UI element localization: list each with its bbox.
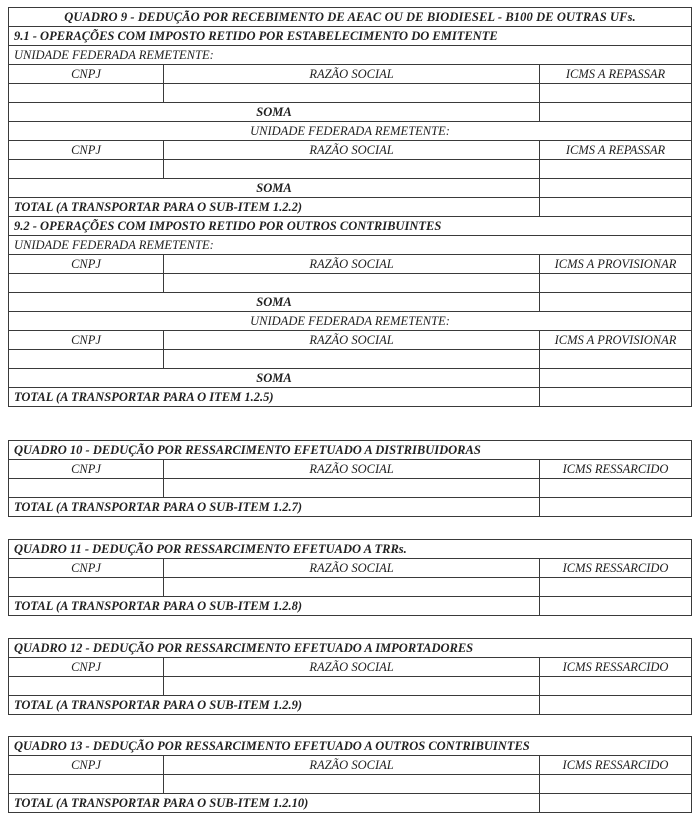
razao-social-header: RAZÃO SOCIAL [164, 331, 540, 350]
razao-social-header: RAZÃO SOCIAL [164, 65, 540, 84]
entry-row [9, 479, 692, 498]
razao-social-cell[interactable] [164, 350, 540, 369]
icms-ressarcido-header: ICMS RESSARCIDO [540, 460, 692, 479]
quadro-12-title: QUADRO 12 - DEDUÇÃO POR RESSARCIMENTO EFETUADO A IMPORTADORES [9, 639, 692, 658]
entry-row [9, 775, 692, 794]
uf-remetente-label: UNIDADE FEDERADA REMETENTE: [9, 46, 692, 65]
icms-cell[interactable] [540, 160, 692, 179]
razao-social-cell[interactable] [164, 84, 540, 103]
entry-row [9, 160, 692, 179]
quadro-13-table [8, 736, 692, 813]
quadro-11-table [8, 539, 692, 616]
total-value-cell[interactable] [540, 198, 692, 217]
total-value-cell[interactable] [540, 388, 692, 407]
icms-ressarcido-header: ICMS RESSARCIDO [540, 658, 692, 677]
quadro-9-table [8, 7, 692, 407]
total-value-cell[interactable] [540, 498, 692, 517]
cnpj-cell[interactable] [9, 479, 164, 498]
cnpj-cell[interactable] [9, 775, 164, 794]
razao-social-cell[interactable] [164, 479, 540, 498]
cnpj-header: CNPJ [9, 460, 164, 479]
icms-cell[interactable] [540, 479, 692, 498]
total-row [9, 198, 692, 217]
cnpj-header: CNPJ [9, 255, 164, 274]
soma-value-cell[interactable] [540, 179, 692, 198]
icms-repassar-header: ICMS A REPASSAR [540, 65, 692, 84]
soma-row [9, 103, 692, 122]
razao-social-header: RAZÃO SOCIAL [164, 756, 540, 775]
icms-provisionar-header: ICMS A PROVISIONAR [540, 255, 692, 274]
quadro-13-title: QUADRO 13 - DEDUÇÃO POR RESSARCIMENTO EFETUADO A OUTROS CONTRIBUINTES [9, 737, 692, 756]
icms-cell[interactable] [540, 775, 692, 794]
quadro-10-title-row [9, 441, 692, 460]
section-9-2-title-row [9, 217, 692, 236]
quadro-12-table [8, 638, 692, 715]
section-9-1-title-row [9, 27, 692, 46]
header-row [9, 141, 692, 160]
entry-row [9, 274, 692, 293]
total-label: TOTAL (A TRANSPORTAR PARA O SUB-ITEM 1.2.9) [9, 696, 540, 715]
quadro-10-table [8, 440, 692, 517]
cnpj-header: CNPJ [9, 141, 164, 160]
quadro-11-title-row [9, 540, 692, 559]
quadro-11-title: QUADRO 11 - DEDUÇÃO POR RESSARCIMENTO EFETUADO A TRRs. [9, 540, 692, 559]
cnpj-cell[interactable] [9, 677, 164, 696]
soma-label: SOMA [9, 103, 540, 122]
total-row [9, 696, 692, 715]
entry-row [9, 350, 692, 369]
total-label: TOTAL (A TRANSPORTAR PARA O SUB-ITEM 1.2.2) [9, 198, 540, 217]
icms-cell[interactable] [540, 84, 692, 103]
soma-row [9, 293, 692, 312]
quadro-12-title-row [9, 639, 692, 658]
cnpj-header: CNPJ [9, 65, 164, 84]
icms-cell[interactable] [540, 677, 692, 696]
total-label: TOTAL (A TRANSPORTAR PARA O ITEM 1.2.5) [9, 388, 540, 407]
razao-social-cell[interactable] [164, 578, 540, 597]
header-row [9, 658, 692, 677]
razao-social-header: RAZÃO SOCIAL [164, 559, 540, 578]
razao-social-header: RAZÃO SOCIAL [164, 460, 540, 479]
header-row [9, 559, 692, 578]
total-value-cell[interactable] [540, 696, 692, 715]
cnpj-header: CNPJ [9, 559, 164, 578]
soma-label: SOMA [9, 369, 540, 388]
header-row [9, 460, 692, 479]
cnpj-cell[interactable] [9, 350, 164, 369]
razao-social-cell[interactable] [164, 160, 540, 179]
quadro-9-title-row [9, 8, 692, 27]
icms-provisionar-header: ICMS A PROVISIONAR [540, 331, 692, 350]
uf-remetente-label: UNIDADE FEDERADA REMETENTE: [9, 122, 692, 141]
cnpj-header: CNPJ [9, 756, 164, 775]
uf-remetente-label: UNIDADE FEDERADA REMETENTE: [9, 236, 692, 255]
icms-repassar-header: ICMS A REPASSAR [540, 141, 692, 160]
soma-row [9, 179, 692, 198]
razao-social-header: RAZÃO SOCIAL [164, 141, 540, 160]
cnpj-cell[interactable] [9, 84, 164, 103]
total-value-cell[interactable] [540, 794, 692, 813]
cnpj-header: CNPJ [9, 331, 164, 350]
total-row [9, 794, 692, 813]
total-label: TOTAL (A TRANSPORTAR PARA O SUB-ITEM 1.2.7) [9, 498, 540, 517]
cnpj-cell[interactable] [9, 578, 164, 597]
section-9-2-title: 9.2 - OPERAÇÕES COM IMPOSTO RETIDO POR OUTROS CONTRIBUINTES [9, 217, 692, 236]
icms-cell[interactable] [540, 274, 692, 293]
entry-row [9, 84, 692, 103]
entry-row [9, 677, 692, 696]
header-row [9, 65, 692, 84]
entry-row [9, 578, 692, 597]
cnpj-header: CNPJ [9, 658, 164, 677]
total-label: TOTAL (A TRANSPORTAR PARA O SUB-ITEM 1.2.8) [9, 597, 540, 616]
total-row [9, 498, 692, 517]
icms-cell[interactable] [540, 350, 692, 369]
cnpj-cell[interactable] [9, 274, 164, 293]
razao-social-cell[interactable] [164, 775, 540, 794]
section-9-1-title: 9.1 - OPERAÇÕES COM IMPOSTO RETIDO POR ESTABELECIMENTO DO EMITENTE [9, 27, 692, 46]
razao-social-header: RAZÃO SOCIAL [164, 255, 540, 274]
razao-social-header: RAZÃO SOCIAL [164, 658, 540, 677]
quadro-13-title-row [9, 737, 692, 756]
uf-remetente-label: UNIDADE FEDERADA REMETENTE: [9, 312, 692, 331]
total-row [9, 597, 692, 616]
header-row [9, 756, 692, 775]
total-label: TOTAL (A TRANSPORTAR PARA O SUB-ITEM 1.2.10) [9, 794, 540, 813]
razao-social-cell[interactable] [164, 274, 540, 293]
soma-value-cell[interactable] [540, 369, 692, 388]
cnpj-cell[interactable] [9, 160, 164, 179]
icms-ressarcido-header: ICMS RESSARCIDO [540, 559, 692, 578]
icms-cell[interactable] [540, 578, 692, 597]
soma-label: SOMA [9, 179, 540, 198]
icms-ressarcido-header: ICMS RESSARCIDO [540, 756, 692, 775]
soma-value-cell[interactable] [540, 293, 692, 312]
soma-label: SOMA [9, 293, 540, 312]
razao-social-cell[interactable] [164, 677, 540, 696]
header-row [9, 255, 692, 274]
total-row [9, 388, 692, 407]
soma-row [9, 369, 692, 388]
header-row [9, 331, 692, 350]
quadro-9-title: QUADRO 9 - DEDUÇÃO POR RECEBIMENTO DE AEAC OU DE BIODIESEL - B100 DE OUTRAS UFs. [9, 8, 692, 27]
soma-value-cell[interactable] [540, 103, 692, 122]
quadro-10-title: QUADRO 10 - DEDUÇÃO POR RESSARCIMENTO EFETUADO A DISTRIBUIDORAS [9, 441, 692, 460]
total-value-cell[interactable] [540, 597, 692, 616]
